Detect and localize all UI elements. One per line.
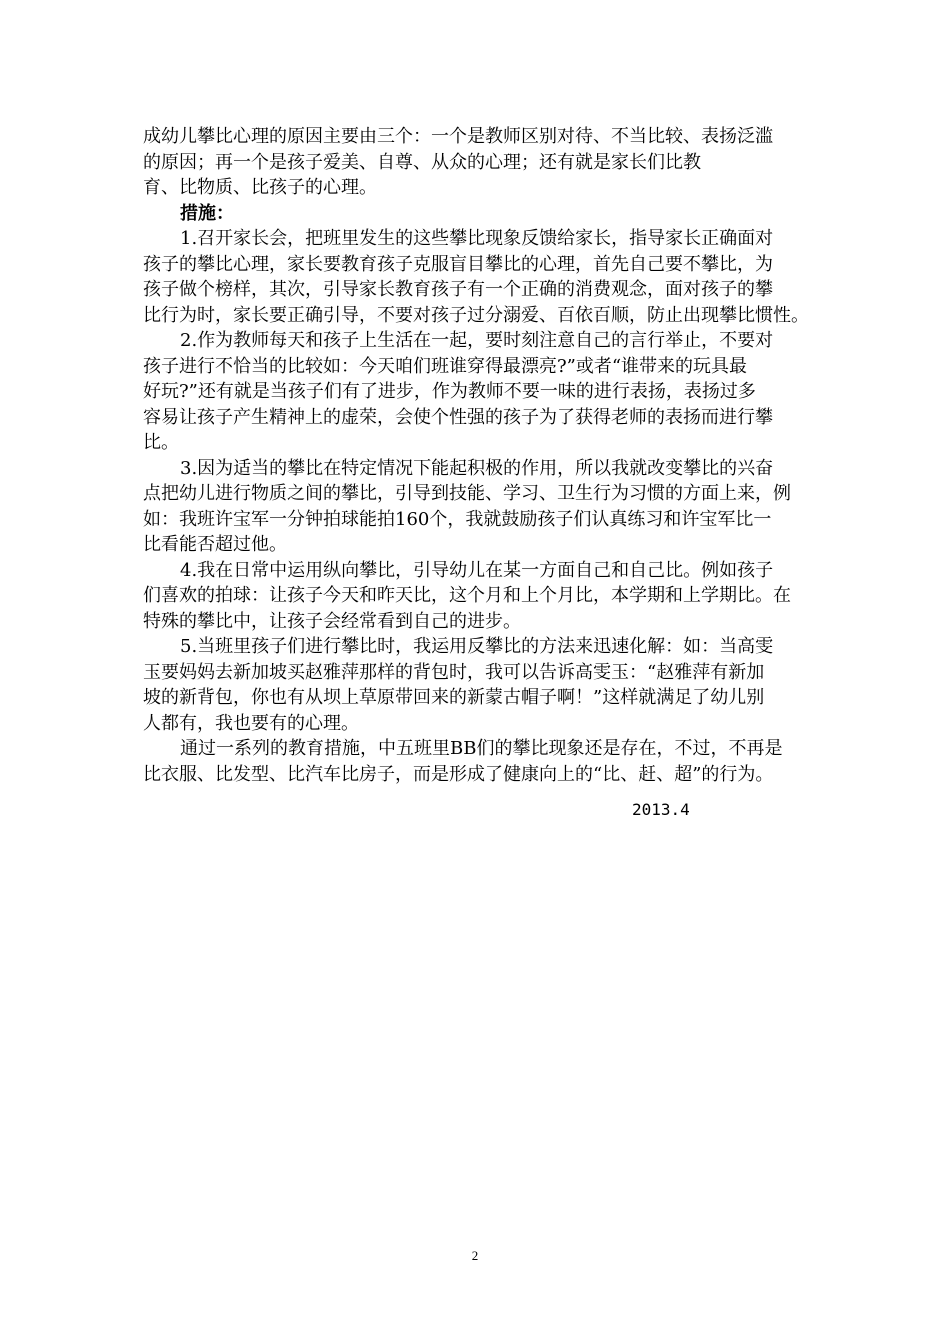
conclusion-paragraph xyxy=(143,736,815,787)
text-line: 坡的新背包，你也有从坝上草原带回来的新蒙古帽子啊！”这样就满足了幼儿别 xyxy=(143,687,765,708)
text-line: 人都有，我也要有的心理。 xyxy=(143,712,359,734)
text-line: 比看能否超过他。 xyxy=(143,534,287,555)
document-date: 2013.4 xyxy=(632,800,690,819)
text-line: 比衣服、比发型、比汽车比房子，而是形成了健康向上的“比、赶、超”的行为。 xyxy=(143,763,774,785)
text-line: 孩子做个榜样，其次，引导家长教育孩子有一个正确的消费观念，面对孩子的攀 xyxy=(143,279,773,300)
text-line: 1.召开家长会，把班里发生的这些攀比现象反馈给家长，指导家长正确面对 xyxy=(180,228,774,249)
document-body xyxy=(143,124,815,787)
measure-item-1 xyxy=(143,226,815,328)
text-line: 3.因为适当的攀比在特定情况下能起积极的作用，所以我就改变攀比的兴奋 xyxy=(180,457,774,479)
measure-item-5 xyxy=(143,634,815,736)
intro-paragraph xyxy=(143,124,815,201)
text-line: 们喜欢的拍球：让孩子今天和昨天比，这个月和上个月比，本学期和上学期比。在 xyxy=(143,585,791,606)
measure-item-4 xyxy=(143,558,815,635)
text-line: 的原因；再一个是孩子爱美、自尊、从众的心理；还有就是家长们比教 xyxy=(143,151,701,173)
text-line: 5.当班里孩子们进行攀比时，我运用反攀比的方法来迅速化解：如：当高雯 xyxy=(180,636,774,657)
text-line: 孩子的攀比心理，家长要教育孩子克服盲目攀比的心理，首先自己要不攀比，为 xyxy=(143,253,773,275)
text-line: 2.作为教师每天和孩子上生活在一起，要时刻注意自己的言行举止，不要对 xyxy=(180,330,774,351)
page-number: 2 xyxy=(471,1248,479,1263)
measure-item-3 xyxy=(143,456,815,558)
text-line: 玉要妈妈去新加坡买赵雅萍那样的背包时，我可以告诉高雯玉：“赵雅萍有新加 xyxy=(143,661,765,683)
text-line: 特殊的攀比中，让孩子会经常看到自己的进步。 xyxy=(143,610,521,632)
text-line: 育、比物质、比孩子的心理。 xyxy=(143,177,377,198)
text-line: 容易让孩子产生精神上的虚荣，会使个性强的孩子为了获得老师的表扬而进行攀 xyxy=(143,406,773,428)
text-line: 成幼儿攀比心理的原因主要由三个：一个是教师区别对待、不当比较、表扬泛滥 xyxy=(143,126,773,147)
text-line: 4.我在日常中运用纵向攀比，引导幼儿在某一方面自己和自己比。例如孩子 xyxy=(180,559,774,581)
measures-heading: 措施： xyxy=(180,202,234,224)
text-line: 比行为时，家长要正确引导，不要对孩子过分溺爱、百依百顺，防止出现攀比惯性。 xyxy=(143,304,809,326)
text-line: 通过一系列的教育措施，中五班里BB们的攀比现象还是存在，不过，不再是 xyxy=(180,738,783,759)
measure-item-2 xyxy=(143,328,815,456)
text-line: 点把幼儿进行物质之间的攀比，引导到技能、学习、卫生行为习惯的方面上来，例 xyxy=(143,483,791,504)
text-line: 好玩?”还有就是当孩子们有了进步，作为教师不要一味的进行表扬，表扬过多 xyxy=(143,381,756,402)
text-line: 孩子进行不恰当的比较如：今天咱们班谁穿得最漂亮?”或者“谁带来的玩具最 xyxy=(143,355,748,377)
text-line: 比。 xyxy=(143,432,179,453)
text-line: 如：我班许宝军一分钟拍球能拍160个，我就鼓励孩子们认真练习和许宝军比一 xyxy=(143,508,772,530)
